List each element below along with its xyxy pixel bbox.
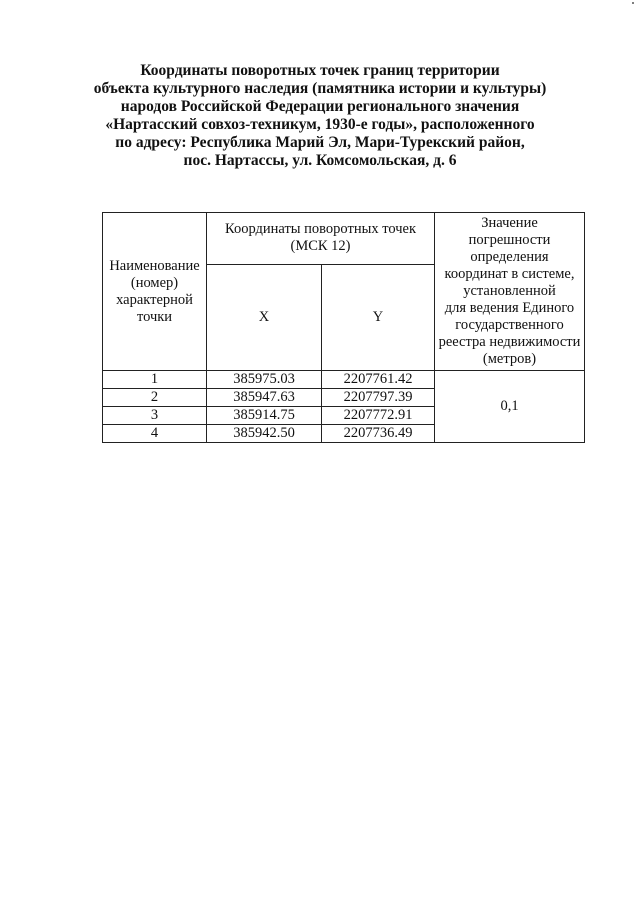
coordinates-table <box>102 212 585 443</box>
coord-y: 2207736.49 <box>322 425 435 443</box>
header-coordinates <box>207 213 435 265</box>
header-error-line: погрешности <box>468 232 551 248</box>
header-coordinates-line: (МСК 12) <box>290 238 351 255</box>
title-line: «Нартасский совхоз-техникум, 1930-е годы», расположенного <box>105 116 535 133</box>
header-error-line: установленной <box>463 283 556 299</box>
header-point-line: (номер) <box>130 274 179 291</box>
header-error-line: для ведения Единого <box>444 300 575 316</box>
header-coordinates-line: Координаты поворотных точек <box>225 221 416 238</box>
coord-x: 385975.03 <box>207 371 322 389</box>
header-point-name <box>103 213 207 371</box>
table-row <box>103 371 585 389</box>
coord-x: 385914.75 <box>207 407 322 425</box>
title-line: пос. Нартассы, ул. Комсомольская, д. 6 <box>183 152 457 169</box>
point-number: 4 <box>103 425 207 443</box>
header-error-line: определения <box>470 249 549 265</box>
error-value: 0,1 <box>435 371 585 443</box>
point-number: 2 <box>103 389 207 407</box>
header-error-line: реестра недвижимости <box>438 334 581 350</box>
title-line: народов Российской Федерации регионального значения <box>120 98 520 115</box>
title-line: объекта культурного наследия (памятника истории и культуры) <box>93 80 547 97</box>
coord-x: 385942.50 <box>207 425 322 443</box>
header-point-line: характерной <box>116 291 193 308</box>
header-error-line: координат в системе, <box>444 266 575 282</box>
header-x: X <box>207 264 322 370</box>
header-y: Y <box>322 264 435 370</box>
point-number: 3 <box>103 407 207 425</box>
coord-x: 385947.63 <box>207 389 322 407</box>
coord-y: 2207761.42 <box>322 371 435 389</box>
header-point-line: Наименование <box>109 257 200 274</box>
header-error-line: Значение <box>481 215 538 231</box>
document-title <box>40 62 600 170</box>
header-error-line: (метров) <box>482 351 537 367</box>
coord-y: 2207797.39 <box>322 389 435 407</box>
header-error-line: государственного <box>455 317 564 333</box>
point-number: 1 <box>103 371 207 389</box>
coord-y: 2207772.91 <box>322 407 435 425</box>
title-line: по адресу: Республика Марий Эл, Мари-Турекский район, <box>115 134 525 151</box>
title-line: Координаты поворотных точек границ территории <box>140 62 500 79</box>
header-error <box>435 213 585 371</box>
scan-mark <box>632 2 634 4</box>
header-point-line: точки <box>136 308 173 325</box>
